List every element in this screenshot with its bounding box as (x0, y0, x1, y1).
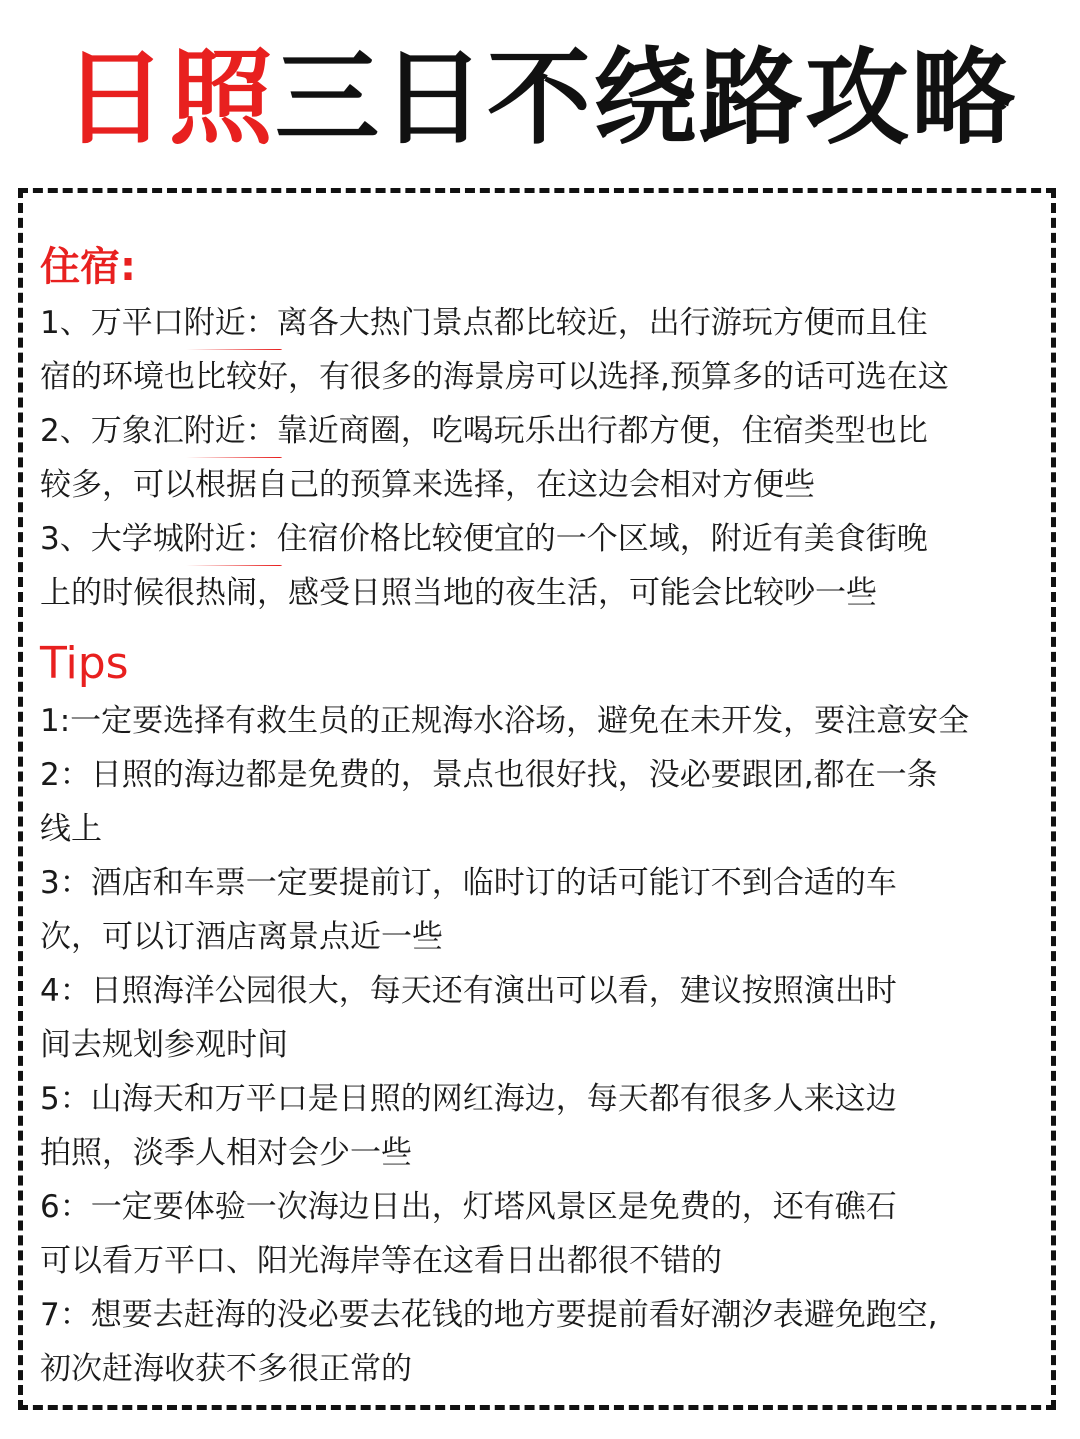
highlighted-location-university-town: 大学城附近： (91, 512, 277, 566)
item-prefix: 1、 (40, 305, 91, 341)
tips-line: 4：日照海洋公园很大，每天还有演出可以看，建议按照演出时 (40, 973, 897, 1009)
page-title (0, 38, 1080, 158)
tips-line: 次，可以订酒店离景点近一些 (40, 919, 443, 955)
accommodation-item-1-line-2: 宿的环境也比较好，有很多的海景房可以选择,预算多的话可选在这 (40, 359, 949, 395)
item-description: 住宿价格比较便宜的一个区域，附近有美食街晚 (276, 521, 928, 557)
accommodation-item-3-line-2: 上的时候很热闹，感受日照当地的夜生活，可能会比较吵一些 (40, 575, 877, 611)
accommodation-item-1-line-1 (40, 296, 1052, 350)
item-prefix: 3、 (40, 521, 91, 557)
tips-line: 2：日照的海边都是免费的，景点也很好找，没必要跟团,都在一条 (40, 757, 938, 793)
tips-line: 5：山海天和万平口是日照的网红海边，每天都有很多人来这边 (40, 1081, 897, 1117)
tips-line: 线上 (40, 811, 102, 847)
accommodation-item-3-line-1 (40, 512, 1052, 566)
tips-line: 间去规划参观时间 (40, 1027, 288, 1063)
title-black-part: 三日不绕路攻略 (275, 37, 1018, 159)
item-description: 靠近商圈，吃喝玩乐出行都方便，住宿类型也比 (276, 413, 928, 449)
tips-line: 拍照，淡季人相对会少一些 (40, 1135, 412, 1171)
content-area (40, 238, 1052, 1396)
tips-line: 可以看万平口、阳光海岸等在这看日出都很不错的 (40, 1243, 722, 1279)
tips-heading: Tips (40, 638, 129, 689)
tips-line: 初次赶海收获不多很正常的 (40, 1351, 412, 1387)
tips-line: 7：想要去赶海的没必要去花钱的地方要提前看好潮汐表避免跑空, (40, 1297, 938, 1333)
item-prefix: 2、 (40, 413, 91, 449)
item-description: 离各大热门景点都比较近，出行游玩方便而且住 (276, 305, 928, 341)
accommodation-heading: 住宿: (40, 244, 136, 290)
tips-line: 1:一定要选择有救生员的正规海水浴场，避免在未开发，要注意安全 (40, 703, 970, 739)
title-red-part: 日照 (62, 37, 275, 159)
accommodation-item-2-line-2: 较多，可以根据自己的预算来选择，在这边会相对方便些 (40, 467, 815, 503)
accommodation-item-2-line-1 (40, 404, 1052, 458)
highlighted-location-wanxianghui: 万象汇附近： (91, 404, 277, 458)
tips-line: 3：酒店和车票一定要提前订，临时订的话可能订不到合适的车 (40, 865, 897, 901)
highlighted-location-wanpingkou: 万平口附近： (91, 296, 277, 350)
tips-line: 6：一定要体验一次海边日出，灯塔风景区是免费的，还有礁石 (40, 1189, 897, 1225)
